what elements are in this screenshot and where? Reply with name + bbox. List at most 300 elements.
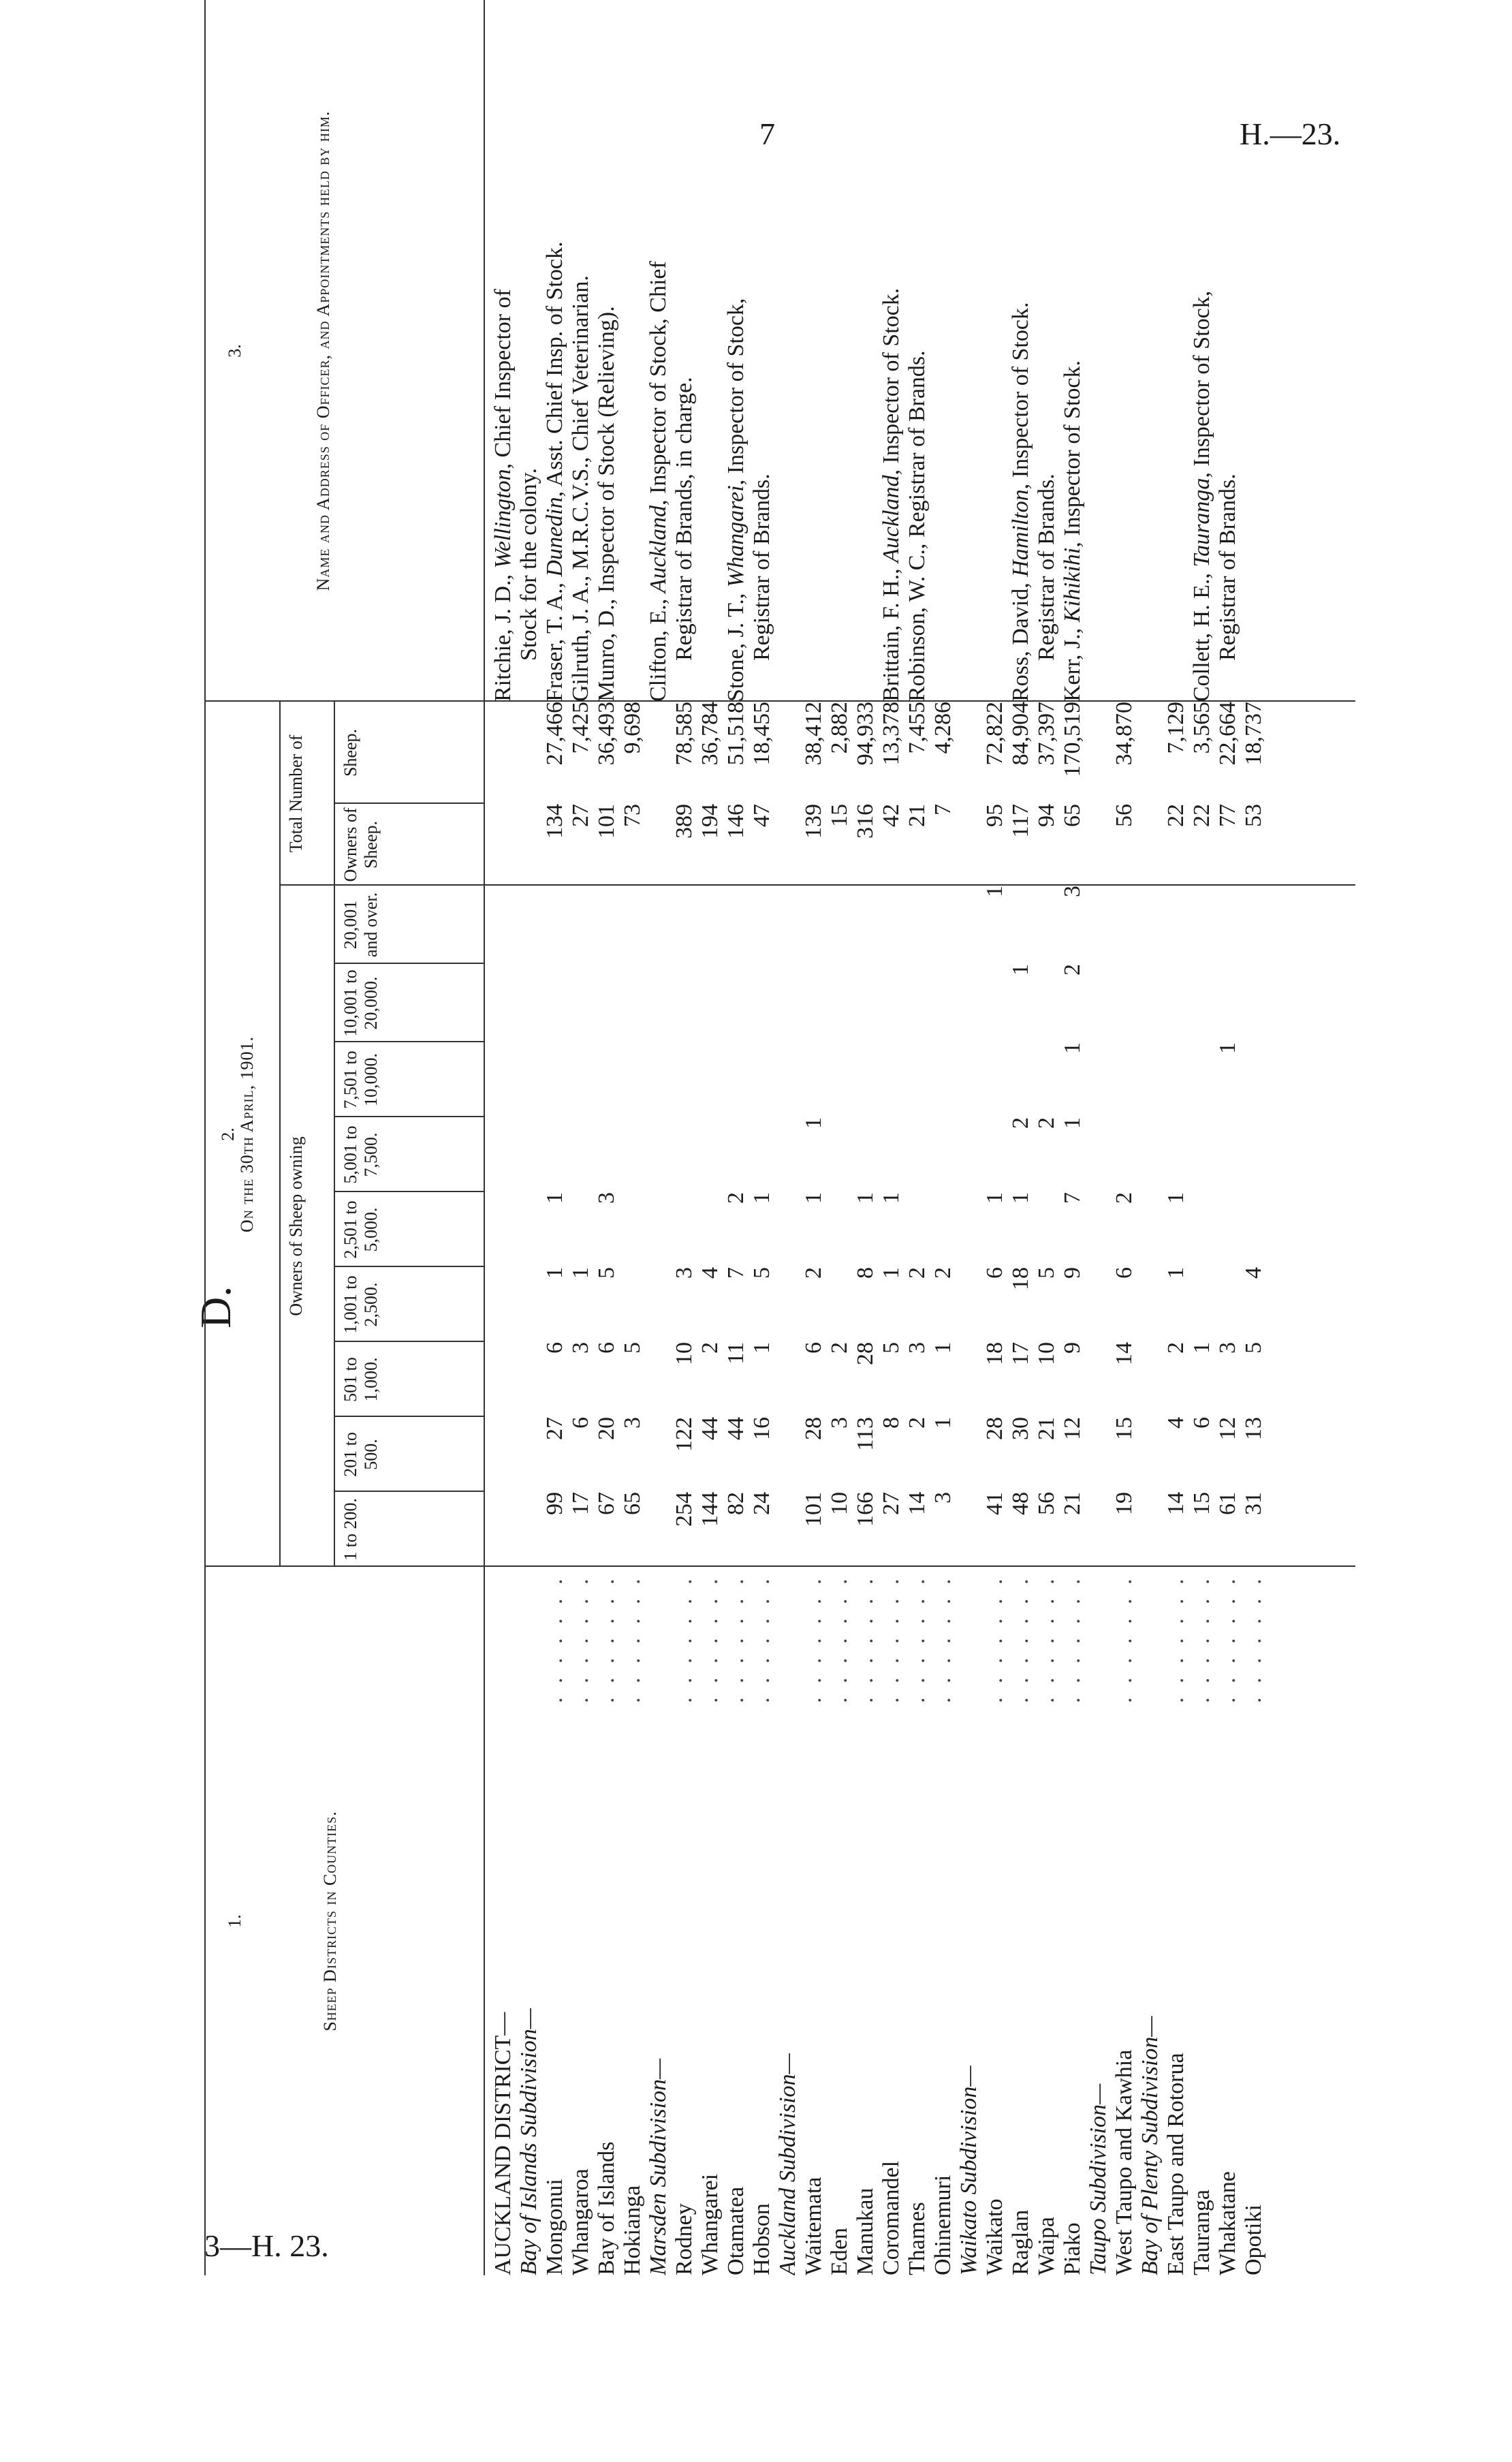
total-sheep-cell: 27,466: [542, 702, 567, 766]
total-divider: [334, 803, 484, 804]
owners-count-cell: [516, 1342, 542, 1417]
table-row: [697, 0, 723, 2275]
officer-name: Clifton, E.,: [646, 593, 671, 702]
owners-count-cell: 2: [1060, 964, 1085, 976]
owners-count-cell: 67: [594, 1492, 619, 1515]
owners-count-cell: 2: [801, 1267, 826, 1279]
range-header-9: 20,001 and over.: [341, 892, 381, 958]
subdivision-row: [1086, 0, 1112, 2275]
owners-count-cell: [775, 1192, 801, 1267]
total-owners-cell: [490, 804, 516, 886]
owners-count-cell: [775, 1042, 801, 1117]
owners-count-cell: [646, 886, 672, 964]
total-sheep-cell: 2,882: [827, 702, 852, 754]
officer-name: Registrar of Brands, in charge.: [672, 377, 697, 661]
owners-count-cell: 4: [697, 1267, 723, 1279]
owners-count-cell: [516, 1042, 542, 1117]
owners-count-cell: [723, 1117, 749, 1192]
owners-count-cell: [1137, 1342, 1163, 1417]
table-row: [930, 0, 956, 2275]
rotated-table-page: [191, 0, 1376, 2275]
owners-count-cell: [646, 1192, 672, 1267]
owners-count-cell: [646, 1417, 672, 1492]
owners-count-cell: 1: [749, 1192, 774, 1204]
owners-count-cell: 16: [749, 1417, 774, 1440]
total-owners-cell: 21: [904, 804, 930, 827]
owners-count-cell: [490, 1417, 516, 1492]
owners-count-cell: 8: [879, 1417, 904, 1429]
owners-count-cell: [568, 1042, 594, 1117]
owners-count-cell: 82: [723, 1492, 749, 1515]
officer-cell: [775, 0, 801, 702]
owners-count-cell: 1: [1163, 1267, 1188, 1279]
owners-count-cell: [697, 1192, 723, 1267]
owners-count-cell: [490, 1342, 516, 1417]
total-sheep-cell: [956, 702, 982, 804]
officer-cell: [1086, 0, 1112, 702]
owners-count-cell: 14: [904, 1492, 930, 1515]
county-name: West Taupo and Kawhia: [1112, 2049, 1137, 2275]
table-row: [982, 0, 1008, 2275]
leader-dots: [490, 1567, 516, 1703]
leader-dots: . . . . . . .: [1215, 1574, 1240, 1703]
owners-count-cell: 10: [1034, 1342, 1059, 1365]
range-divider-5: [334, 1191, 484, 1192]
col1-number: 1.: [225, 1914, 245, 1928]
officer-cell: [697, 0, 723, 702]
leader-dots: [1086, 1567, 1112, 1703]
table-row: [1008, 0, 1034, 2275]
owners-count-cell: [1008, 886, 1034, 964]
owners-count-cell: 28: [982, 1417, 1007, 1440]
owners-count-cell: [697, 1042, 723, 1117]
owners-count-cell: [1137, 964, 1163, 1042]
owners-count-cell: 44: [723, 1417, 749, 1440]
owners-count-cell: [879, 886, 904, 964]
owners-count-cell: [749, 1042, 775, 1117]
col2-title: On the 30th April, 1901.: [237, 1035, 257, 1233]
owners-count-cell: [1137, 1267, 1163, 1342]
owners-count-cell: 21: [1060, 1492, 1085, 1515]
range-header-7: 7,501 to 10,000.: [341, 1050, 381, 1109]
owners-count-cell: 28: [801, 1417, 826, 1440]
owners-count-cell: [1086, 1117, 1112, 1192]
officer-cell: [749, 0, 775, 702]
owners-count-cell: [697, 1117, 723, 1192]
officer-cell: [1189, 0, 1215, 702]
owners-count-cell: 1: [801, 1117, 826, 1129]
owners-count-cell: 3: [672, 1267, 697, 1279]
total-owners-cell: 56: [1112, 804, 1137, 827]
owners-count-cell: [904, 1117, 930, 1192]
owners-count-cell: [723, 964, 749, 1042]
range-divider-8: [334, 963, 484, 964]
owners-count-cell: 12: [1215, 1417, 1240, 1440]
officer-name: Registrar of Brands.: [749, 473, 774, 661]
total-sheep-cell: 84,904: [1008, 702, 1033, 766]
owners-count-cell: [827, 1267, 853, 1342]
leader-dots: . . . . . . .: [930, 1574, 956, 1703]
range-divider-4: [334, 1266, 484, 1267]
total-owners-cell: 139: [801, 804, 826, 839]
owners-count-cell: [646, 1492, 672, 1567]
total-sheep-cell: 4,286: [930, 702, 956, 754]
owners-count-cell: [930, 1192, 956, 1267]
owners-count-cell: 1: [982, 886, 1007, 897]
total-owners-cell: [1086, 804, 1112, 886]
subdivision-name: Taupo Subdivision—: [1086, 2083, 1111, 2275]
owners-count-cell: [775, 964, 801, 1042]
owners-count-cell: [827, 886, 853, 964]
owners-count-cell: [516, 1267, 542, 1342]
officer-appointment: , Inspector of Stock.: [1060, 360, 1085, 548]
owners-count-cell: 2: [1112, 1192, 1137, 1204]
owners-count-cell: [749, 964, 775, 1042]
county-name: Waipa: [1034, 2217, 1059, 2275]
officer-appointment: , Inspector of Stock,: [1189, 290, 1214, 478]
owners-count-cell: [853, 964, 879, 1042]
leader-dots: [1137, 1567, 1163, 1703]
owners-count-cell: [568, 886, 594, 964]
range-header-4: 1,001 to 2,500.: [341, 1275, 381, 1334]
officer-appointment: , Inspector of Stock.: [1008, 302, 1033, 490]
owners-count-cell: 1: [1060, 1042, 1085, 1054]
owners-count-cell: [1163, 886, 1189, 964]
owners-count-cell: [749, 886, 775, 964]
total-owners-cell: 7: [930, 804, 956, 815]
owners-count-cell: [1215, 886, 1241, 964]
owners-count-cell: 1: [1060, 1117, 1085, 1129]
owners-count-cell: 5: [879, 1342, 904, 1354]
county-name: East Taupo and Rotorua: [1163, 2053, 1188, 2275]
owners-count-cell: [956, 964, 982, 1042]
owners-count-cell: [1137, 886, 1163, 964]
owners-count-cell: [1112, 886, 1137, 964]
owners-count-cell: 2: [1034, 1117, 1059, 1129]
owners-count-cell: 1: [930, 1342, 956, 1354]
owners-count-cell: [1112, 1042, 1137, 1117]
owners-count-cell: 27: [879, 1492, 904, 1515]
owners-count-cell: [1034, 1042, 1060, 1117]
total-owners-cell: 117: [1008, 804, 1033, 838]
leader-dots: . . . . . . .: [1189, 1574, 1214, 1703]
owners-count-cell: [1137, 1492, 1163, 1567]
owners-count-cell: [1215, 1117, 1241, 1192]
owners-count-cell: 6: [568, 1417, 593, 1429]
owners-count-cell: 1: [982, 1192, 1007, 1204]
owners-count-cell: 3: [1215, 1342, 1240, 1354]
total-owners-cell: 27: [568, 804, 593, 827]
owners-count-cell: 6: [1112, 1267, 1137, 1279]
owners-count-cell: [568, 964, 594, 1042]
officer-cell: [1241, 0, 1267, 702]
owners-count-cell: [1112, 964, 1137, 1042]
county-name: Waitemata: [801, 2177, 826, 2275]
owners-count-cell: [827, 1192, 853, 1267]
county-name: Ohinemuri: [930, 2175, 956, 2275]
officer-appointment: , Asst. Chief Insp. of Stock.: [542, 241, 567, 497]
owners-count-cell: [1189, 1267, 1215, 1342]
owners-count-cell: [516, 1192, 542, 1267]
subdivision-name: Bay of Plenty Subdivision—: [1137, 2016, 1163, 2275]
owners-count-cell: [516, 964, 542, 1042]
leader-dots: . . . . . . .: [827, 1574, 852, 1703]
col2-ranges-rule: [334, 702, 335, 1567]
leader-dots: [646, 1567, 672, 1703]
owners-count-cell: [490, 1042, 516, 1117]
officer-place: Kihikihi: [1060, 547, 1085, 623]
total-sheep-cell: [1086, 702, 1112, 804]
leader-dots: . . . . . . .: [982, 1574, 1007, 1703]
col3-number: 3.: [225, 344, 245, 358]
owners-count-cell: 3: [930, 1492, 956, 1503]
owners-count-cell: 144: [697, 1492, 723, 1527]
owners-count-cell: [672, 1192, 697, 1267]
owners-count-cell: 101: [801, 1492, 826, 1527]
owners-count-cell: [1241, 886, 1267, 964]
owners-count-cell: [594, 964, 620, 1042]
owners-count-cell: [1137, 1417, 1163, 1492]
owners-count-cell: [1215, 964, 1241, 1042]
officer-cell: [853, 0, 879, 702]
owners-count-cell: [930, 886, 956, 964]
owners-count-cell: [1163, 964, 1189, 1042]
owners-count-cell: [801, 964, 827, 1042]
owners-count-cell: [490, 886, 516, 964]
owners-count-cell: 1: [568, 1267, 593, 1279]
owners-count-cell: [542, 1042, 568, 1117]
subdivision-row: [1137, 0, 1163, 2275]
leader-dots: . . . . . . .: [853, 1574, 878, 1703]
owners-count-cell: 1: [542, 1192, 567, 1204]
owners-count-cell: [1215, 1267, 1241, 1342]
owners-count-cell: 1: [1189, 1342, 1214, 1354]
officer-cell: [956, 0, 982, 702]
subdivision-row: [775, 0, 801, 2275]
range-header-8: 10,001 to 20,000.: [341, 969, 381, 1037]
leader-dots: . . . . . . .: [1034, 1574, 1059, 1703]
table-row: [1215, 0, 1241, 2275]
officer-cell: [672, 0, 697, 702]
owners-count-cell: [646, 964, 672, 1042]
county-name: Bay of Islands: [594, 2141, 619, 2275]
officer-place: Whangarei: [723, 485, 749, 588]
owners-count-cell: 1: [749, 1342, 774, 1354]
total-owners-cell: 65: [1060, 804, 1085, 827]
total-sheep-cell: [490, 702, 516, 804]
officer-cell: [1008, 0, 1034, 702]
owners-count-cell: [982, 964, 1008, 1042]
col2-number: 2.: [218, 1127, 238, 1141]
county-name: Manukau: [853, 2187, 878, 2275]
officer-place: Auckland: [879, 475, 904, 563]
owners-count-cell: [775, 1267, 801, 1342]
owners-count-cell: [516, 1117, 542, 1192]
officer-cell: [930, 0, 956, 702]
owners-count-cell: [490, 1192, 516, 1267]
owners-count-cell: [594, 1042, 620, 1117]
total-sheep-cell: [1137, 702, 1163, 804]
total-sheep-cell: 170,519: [1060, 702, 1085, 777]
officer-cell: [723, 0, 749, 702]
leader-dots: . . . . . . .: [1060, 1574, 1085, 1703]
officer-place: Auckland: [646, 505, 671, 593]
owners-count-cell: 3: [904, 1342, 930, 1354]
page-number: 7: [759, 116, 775, 151]
owners-count-cell: 1: [1008, 1192, 1033, 1204]
owners-count-cell: 14: [1112, 1342, 1137, 1365]
owners-count-cell: [904, 1192, 930, 1267]
owners-count-cell: [620, 886, 646, 964]
leader-dots: . . . . . . .: [1008, 1574, 1033, 1703]
owners-count-cell: [879, 1042, 904, 1117]
officer-appointment: , Inspector of Stock,: [723, 298, 749, 486]
total-owners-cell: 77: [1215, 804, 1240, 827]
table-row: [1112, 0, 1137, 2275]
owners-count-cell: [775, 1117, 801, 1192]
county-name: Otamatea: [723, 2186, 749, 2275]
total-sheep-cell: 36,784: [697, 702, 723, 766]
owners-count-cell: 1: [542, 1267, 567, 1279]
total-owners-cell: 101: [594, 804, 619, 839]
owners-count-cell: [542, 886, 568, 964]
owners-count-cell: 24: [749, 1492, 774, 1515]
total-sheep-cell: 51,518: [723, 702, 749, 766]
owners-count-cell: 3: [1060, 886, 1085, 897]
owners-count-cell: 5: [749, 1267, 774, 1279]
total-owners-cell: 389: [672, 804, 697, 839]
owners-count-cell: 4: [1241, 1267, 1266, 1279]
total-owners-cell: 47: [749, 804, 774, 827]
owners-count-cell: [672, 1117, 697, 1192]
owners-count-cell: 41: [982, 1492, 1007, 1515]
subdivision-row: [646, 0, 672, 2275]
owners-count-cell: 6: [1189, 1417, 1214, 1429]
leader-dots: . . . . . . .: [1241, 1574, 1266, 1703]
table-letter: D.: [191, 1285, 240, 1328]
owners-count-cell: 13: [1241, 1417, 1266, 1440]
owners-count-cell: [697, 886, 723, 964]
owners-count-cell: [646, 1117, 672, 1192]
owners-count-cell: [490, 1492, 516, 1567]
owners-count-cell: [749, 1117, 775, 1192]
officer-cell: [620, 0, 646, 702]
total-owners-cell: 146: [723, 804, 749, 839]
total-sheep-cell: 22,664: [1215, 702, 1240, 766]
owners-count-cell: [982, 1117, 1008, 1192]
owners-count-cell: [1034, 886, 1060, 964]
officer-name: Registrar of Brands.: [1215, 473, 1240, 661]
officer-name: Registrar of Brands.: [1034, 473, 1059, 661]
county-name: Mongonui: [542, 2179, 567, 2275]
leader-dots: [516, 1567, 542, 1703]
range-divider-1: [334, 1491, 484, 1492]
total-owners-cell: 15: [827, 804, 852, 827]
total-owners-cell: 22: [1163, 804, 1188, 827]
owners-count-cell: [956, 1492, 982, 1567]
leader-dots: . . . . . . .: [723, 1574, 749, 1703]
owners-count-cell: 1: [853, 1192, 878, 1204]
owners-count-cell: 5: [594, 1267, 619, 1279]
officer-cell: [568, 0, 594, 702]
county-name: Whangaroa: [568, 2168, 593, 2275]
officer-name: Stone, J. T.,: [723, 587, 749, 702]
owners-count-cell: 6: [594, 1342, 619, 1354]
owners-count-cell: 17: [568, 1492, 593, 1515]
officer-cell: [594, 0, 620, 702]
range-divider-7: [334, 1041, 484, 1042]
officer-cell: [490, 0, 516, 702]
table-row: [904, 0, 930, 2275]
owners-count-cell: [879, 964, 904, 1042]
col3-title: Name and Address of Officer, and Appointments held by him.: [313, 110, 333, 591]
owners-count-cell: [516, 1417, 542, 1492]
owners-count-cell: [904, 886, 930, 964]
range-header-5: 2,501 to 5,000.: [341, 1200, 381, 1259]
owners-count-cell: 7: [1060, 1192, 1085, 1204]
owners-count-cell: 15: [1112, 1417, 1137, 1440]
owners-group-header: Owners of Sheep owning: [286, 1136, 306, 1316]
owners-count-cell: 5: [1034, 1267, 1059, 1279]
owners-count-cell: [1086, 1192, 1112, 1267]
owners-count-cell: 14: [1163, 1492, 1188, 1515]
owners-count-cell: 3: [594, 1192, 619, 1204]
county-name: Whakatane: [1215, 2171, 1240, 2275]
owners-count-cell: 56: [1034, 1492, 1059, 1515]
leader-dots: . . . . . . .: [672, 1574, 697, 1703]
subdivision-row: [956, 0, 982, 2275]
owners-count-cell: [956, 1192, 982, 1267]
total-sheep-cell: [646, 702, 672, 804]
total-owners-cell: [956, 804, 982, 886]
owners-count-cell: [853, 1117, 879, 1192]
owners-count-cell: [1163, 1042, 1189, 1117]
officer-appointment: , Inspector of Stock.: [879, 287, 904, 476]
owners-count-cell: [516, 886, 542, 964]
officer-appointment: , Inspector of Stock, Chief: [646, 261, 671, 505]
owners-count-cell: 2: [827, 1342, 852, 1354]
document-reference: H.—23.: [1240, 116, 1341, 151]
owners-count-cell: 2: [904, 1267, 930, 1279]
owners-count-cell: [1189, 1192, 1215, 1267]
owners-count-cell: [672, 886, 697, 964]
owners-count-cell: [620, 1267, 646, 1342]
owners-count-cell: [904, 964, 930, 1042]
owners-count-cell: [775, 1342, 801, 1417]
total-sheep-cell: 9,698: [620, 702, 645, 754]
owners-count-cell: [1086, 1417, 1112, 1492]
owners-count-cell: 1: [801, 1192, 826, 1204]
table-row: [801, 0, 827, 2275]
total-owners-cell: 94: [1034, 804, 1059, 827]
owners-count-cell: 3: [620, 1417, 645, 1429]
col1-title: Sheep Districts in Counties.: [320, 1811, 340, 2031]
owners-count-cell: 4: [1163, 1417, 1188, 1429]
owners-count-cell: [568, 1192, 594, 1267]
owners-count-cell: 28: [853, 1342, 878, 1365]
subdivision-name: Marsden Subdivision—: [646, 2058, 671, 2275]
table-row: [1060, 0, 1086, 2275]
owners-count-cell: 10: [827, 1492, 852, 1515]
total-owners-cell: 42: [879, 804, 904, 827]
total-owners-cell: 194: [697, 804, 723, 839]
total-sheep-cell: 18,455: [749, 702, 774, 766]
total-sheep-cell: [516, 702, 542, 804]
owners-count-cell: 2: [723, 1192, 749, 1204]
officer-cell: [1112, 0, 1137, 702]
officer-name: Ross, David,: [1008, 576, 1033, 702]
officer-cell: [1163, 0, 1189, 702]
